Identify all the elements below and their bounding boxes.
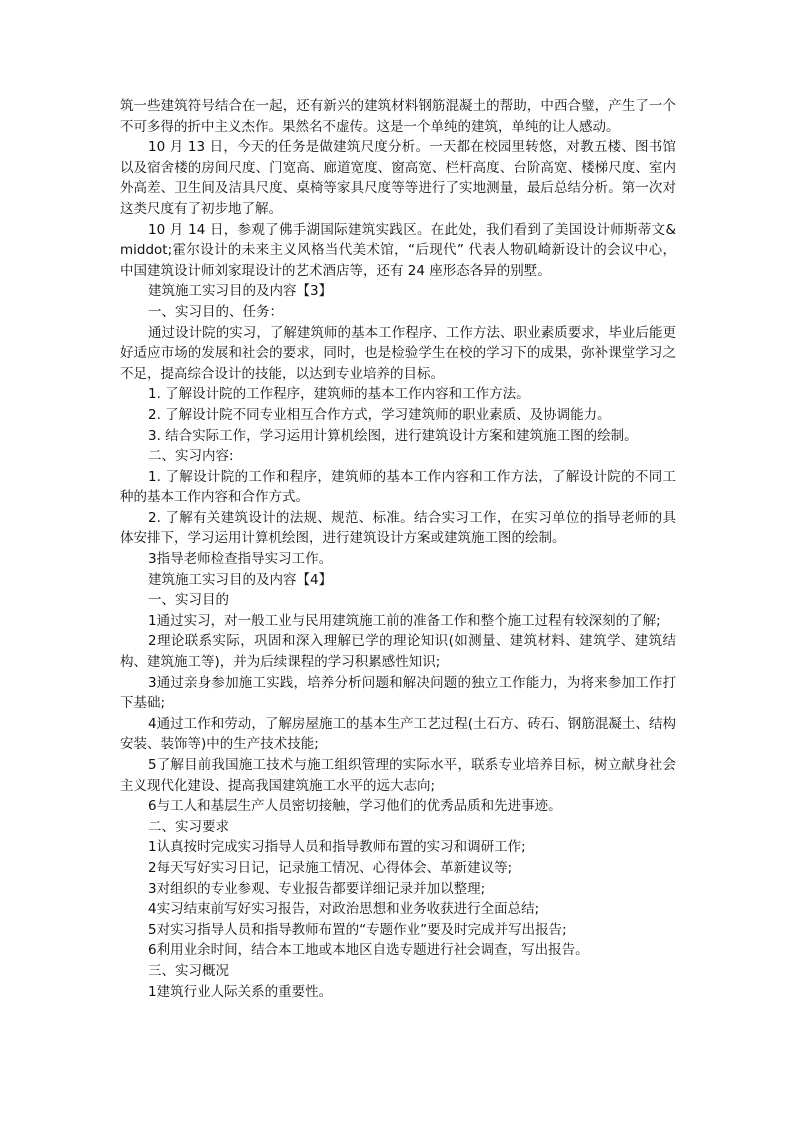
list-item: 2每天写好实习日记，记录施工情况、心得体会、革新建议等; xyxy=(148,859,513,876)
paragraph: 10 月 14 日，参观了佛手湖国际建筑实践区。在此处，我们看到了美国设计师斯蒂文&middot;霍尔设计的未来主义风格当代美术馆，“后现代” 代表人物矶崎新设计的会议中心，中国建筑设计师刘家琨设计的艺术酒店等，还有 24 座形态各异的别墅。 xyxy=(120,221,676,279)
document-body xyxy=(120,96,676,1002)
list-item: 1建筑行业人际关系的重要性。 xyxy=(148,983,333,1000)
section-heading: 建筑施工实习目的及内容【3】 xyxy=(148,283,333,300)
paragraph: 筑一些建筑符号结合在一起，还有新兴的建筑材料钢筋混凝土的帮助，中西合璧，产生了一个不可多得的折中主义杰作。果然名不虚传。这是一个单纯的建筑，单纯的让人感动。 xyxy=(120,98,676,135)
list-item: 1. 了解设计院的工作和程序，建筑师的基本工作内容和工作方法，了解设计院的不同工种的基本工作内容和合作方式。 xyxy=(120,468,676,506)
subsection-heading: 一、实习目的 xyxy=(148,592,229,609)
subsection-heading: 二、实习内容: xyxy=(148,448,234,465)
list-item: 1通过实习，对一般工业与民用建筑施工前的准备工作和整个施工过程有较深刻的了解; xyxy=(148,612,661,629)
list-item: 6与工人和基层生产人员密切接触，学习他们的优秀品质和先进事迹。 xyxy=(148,798,562,815)
list-item: 3对组织的专业参观、专业报告都要详细记录并加以整理; xyxy=(148,880,486,897)
subsection-heading: 一、实习目的、任务： xyxy=(148,303,283,320)
list-item: 4实习结束前写好实习报告，对政治思想和业务收获进行全面总结; xyxy=(148,901,540,918)
subsection-heading: 三、实习概况 xyxy=(148,962,229,979)
paragraph: 通过设计院的实习，了解建筑师的基本工作程序、工作方法、职业素质要求，毕业后能更好适应市场的发展和社会的要求，同时，也是检验学生在校的学习下的成果，弥补课堂学习之不足，提高综合设计的技能，以达到专业培养的目标。 xyxy=(120,324,676,382)
list-item: 3指导老师检查指导实习工作。 xyxy=(148,551,333,568)
list-item: 6利用业余时间，结合本工地或本地区自选专题进行社会调查，写出报告。 xyxy=(148,942,589,959)
list-item: 5对实习指导人员和指导教师布置的“专题作业”要及时完成并写出报告; xyxy=(148,921,567,938)
subsection-heading: 二、实习要求 xyxy=(148,818,229,835)
paragraph: 10 月 13 日，今天的任务是做建筑尺度分析。一天都在校园里转悠，对教五楼、图书馆以及宿舍楼的房间尺度、门宽高、廊道宽度、窗高宽、栏杆高度、台阶高宽、楼梯尺度、室内外高差、卫生间及洁具尺度、桌椅等家具尺度等等进行了实地测量，最后总结分析。第一次对这类尺度有了初步地了解。 xyxy=(120,139,676,217)
list-item: 3通过亲身参加施工实践，培养分析问题和解决问题的独立工作能力，为将来参加工作打下基础; xyxy=(120,674,676,712)
list-item: 2. 了解有关建筑设计的法规、规范、标准。结合实习工作，在实习单位的指导老师的具体安排下，学习运用计算机绘图，进行建筑设计方案或建筑施工图的绘制。 xyxy=(120,509,676,547)
list-item: 3. 结合实际工作，学习运用计算机绘图，进行建筑设计方案和建筑施工图的绘制。 xyxy=(148,427,638,444)
section-heading: 建筑施工实习目的及内容【4】 xyxy=(148,571,333,588)
list-item: 1. 了解设计院的工作程序，建筑师的基本工作内容和工作方法。 xyxy=(148,386,530,403)
list-item: 2理论联系实际，巩固和深入理解已学的理论知识(如测量、建筑材料、建筑学、建筑结构、建筑施工等)，并为后续课程的学习积累感性知识; xyxy=(120,633,676,671)
list-item: 1认真按时完成实习指导人员和指导教师布置的实习和调研工作; xyxy=(148,839,526,856)
list-item: 4通过工作和劳动，了解房屋施工的基本生产工艺过程(土石方、砖石、钢筋混凝土、结构安装、装饰等)中的生产技术技能; xyxy=(120,715,676,753)
list-item: 5了解目前我国施工技术与施工组织管理的实际水平，联系专业培养目标，树立献身社会主义现代化建设、提高我国建筑施工水平的远大志向; xyxy=(120,757,676,794)
list-item: 2. 了解设计院不同专业相互合作方式，学习建筑师的职业素质、及协调能力。 xyxy=(148,406,611,423)
